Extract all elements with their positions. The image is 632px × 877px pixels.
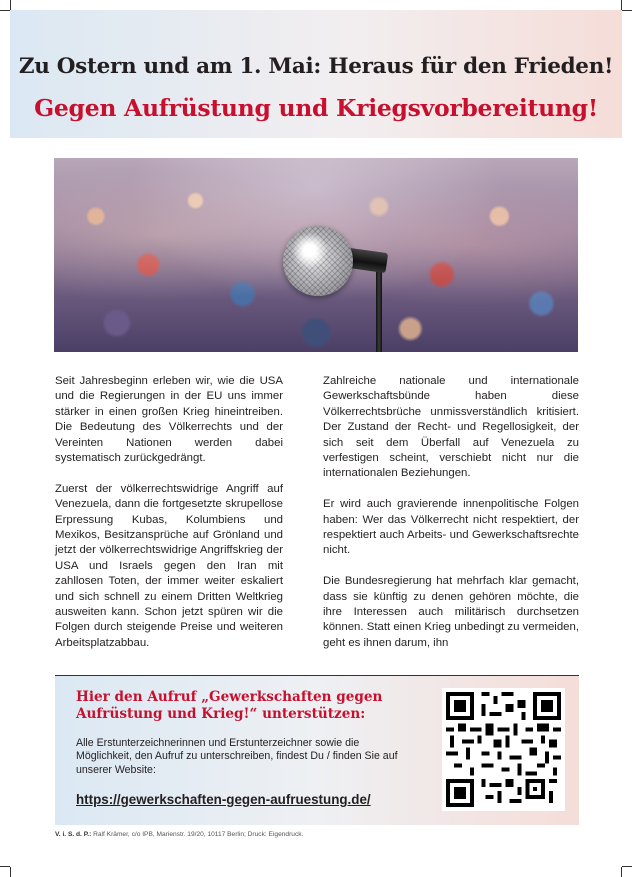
paragraph: Die Bundesregierung hat mehrfach klar gemacht, dass sie künftig zu denen gehören möchte, die ihre Interessen auch militärisch durchsetzen können. Statt einen Krieg unbedingt zu vermeiden, geht es ihnen darum, ihn [323,575,579,649]
imprint-text: Ralf Krämer, c/o IPB, Marienstr. 19/20, 10117 Berlin; Druck: Eigendruck. [93,831,304,838]
crop-mark [622,10,632,11]
header-banner [10,10,622,138]
callout-box [55,675,579,825]
paragraph: Zahlreiche nationale und internationale Gewerkschaftsbünde haben diese Völkerrechtsbrüche unmissverständlich kritisiert. Der Zustand der Recht- und Regellosigkeit, der sich seit dem Überfall auf Venezuela zu verfestigen scheint, verschiebt nicht nur die internationalen Beziehungen. [323,375,579,480]
website-link[interactable]: https://gewerkschaften-gegen-aufruestung.de/ [76,792,371,807]
callout-text: Alle Erstunterzeichnerinnen und Erstunterzeichner sowie die Möglichkeit, den Aufruf zu unterschreiben, findest Du / finden Sie auf unserer Website: [76,737,398,776]
crop-mark [621,0,622,10]
left-column [55,374,283,667]
crop-mark [0,866,10,867]
paragraph: Er wird auch gravierende innenpolitische Folgen haben: Wer das Völkerrecht nicht respektiert, der respektiert auch Arbeits- und Gewerkschaftsrechte nicht. [323,498,579,557]
imprint-label: V. i. S. d. P.: [55,831,92,838]
crop-mark [622,866,632,867]
qr-code-icon[interactable] [442,688,565,811]
right-column [323,374,579,654]
callout-title: Hier den Aufruf „Gewerkschaften gegen Aufrüstung und Krieg!“ unterstützen: [76,689,383,722]
microphone-icon [283,226,353,296]
crop-mark [621,867,622,877]
microphone-crowd-photo [54,158,578,352]
imprint [55,831,303,838]
crop-mark [0,10,10,11]
crop-mark [10,867,11,877]
paragraph: Zuerst der völkerrechtswidrige Angriff auf Venezuela, dann die fortgesetzte skrupellose Erpressung Kubas, Kolumbiens und Mexikos, Besitzansprüche auf Grönland und jetzt der völkerrechtswidrige Angriffskrieg der USA und Israels gegen den Iran mit zahllosen Toten, der immer weiter eskaliert und sich schnell zu einem Dritten Weltkrieg ausweiten kann. Schon jetzt spüren wir die Folgen durch steigende Preise und weiteren Arbeitsplatzabbau. [55,482,283,649]
paragraph: Seit Jahresbeginn erleben wir, wie die USA und die Regierungen in der EU uns immer stärker in einen großen Krieg hineintreiben. Die Bedeutung des Völkerrechts und der Vereinten Nationen werden dabei systematisch zurückgedrängt. [55,375,283,465]
crop-mark [10,0,11,10]
divider [55,675,579,676]
page-subtitle: Gegen Aufrüstung und Kriegsvorbereitung! [34,94,598,122]
page-title: Zu Ostern und am 1. Mai: Heraus für den Frieden! [18,54,614,79]
